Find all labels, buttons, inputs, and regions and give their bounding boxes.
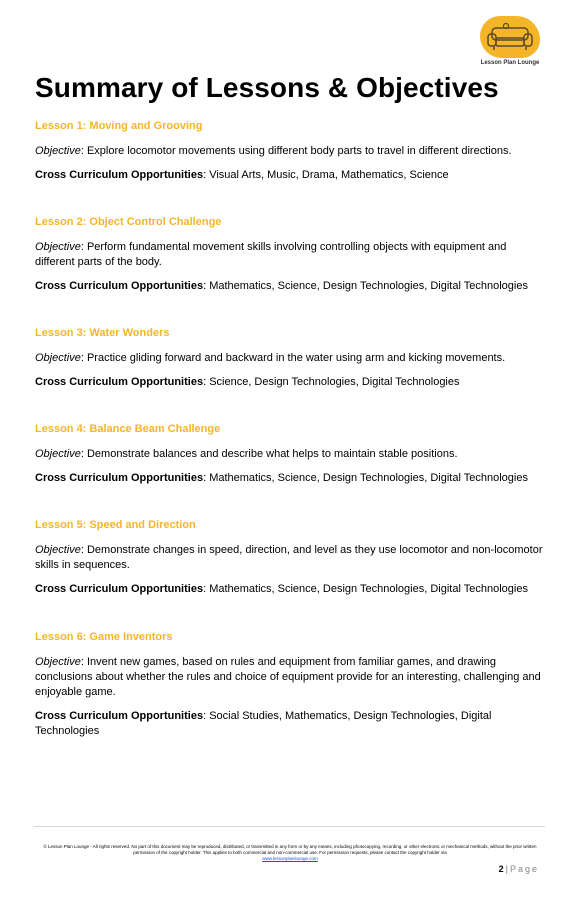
cc-text: : Mathematics, Science, Design Technologies, Digital Technologies [203, 472, 528, 484]
cc-label: Cross Curriculum Opportunities [35, 280, 204, 292]
objective-text: : Demonstrate changes in speed, direction, and level as they use locomotor and non-locomotor skills in sequences. [35, 544, 543, 571]
objective-label: Objective [35, 656, 81, 668]
cc-text: : Mathematics, Science, Design Technologies, Digital Technologies [203, 583, 528, 595]
objective-label: Objective [35, 544, 81, 556]
lesson-3 [35, 327, 545, 390]
objective-label: Objective [35, 352, 81, 364]
lesson-objective [35, 240, 545, 270]
lesson-cross-curriculum [35, 375, 545, 390]
lesson-5 [35, 519, 545, 597]
objective-label: Objective [35, 448, 81, 460]
lesson-title: Lesson 5: Speed and Direction [35, 519, 196, 531]
page-number-value: 2 [498, 864, 504, 874]
cc-label: Cross Curriculum Opportunities [35, 376, 204, 388]
lesson-title: Lesson 2: Object Control Challenge [35, 216, 222, 228]
page-word: Page [509, 864, 539, 874]
page-number [499, 864, 539, 874]
objective-text: : Demonstrate balances and describe what helps to maintain stable positions. [80, 448, 458, 460]
lesson-2 [35, 216, 545, 294]
footer-divider [33, 826, 545, 827]
lesson-4 [35, 423, 545, 486]
cc-label: Cross Curriculum Opportunities [35, 583, 204, 595]
footer-copyright [40, 844, 540, 862]
lesson-objective [35, 543, 545, 573]
lesson-cross-curriculum [35, 168, 545, 183]
objective-text: : Explore locomotor movements using different body parts to travel in different directions. [80, 145, 512, 157]
copyright-text: © Lesson Plan Lounge - All rights reserved. No part of this document may be reproduced, distributed, or transmitted in any form or by any means, including photocopying, recording, or other electronic or mechanical methods, without the prior written permission of the copyright holder. This applies to both commercial and non-commercial use. For permission requests, please contact the copyright holder via [43, 844, 537, 855]
lesson-cross-curriculum [35, 709, 545, 739]
cc-label: Cross Curriculum Opportunities [35, 472, 204, 484]
objective-label: Objective [35, 241, 81, 253]
objective-text: : Practice gliding forward and backward in the water using arm and kicking movements. [80, 352, 506, 364]
footer-link[interactable]: www.lessonplanlounge.com [262, 856, 318, 861]
lesson-cross-curriculum [35, 471, 545, 486]
logo-badge [480, 16, 540, 58]
lesson-objective [35, 447, 545, 462]
lesson-title: Lesson 6: Game Inventors [35, 631, 173, 643]
page-separator: | [505, 864, 508, 874]
lesson-title: Lesson 4: Balance Beam Challenge [35, 423, 221, 435]
lesson-cross-curriculum [35, 582, 545, 597]
cc-text: : Mathematics, Science, Design Technologies, Digital Technologies [203, 280, 528, 292]
sofa-icon [486, 22, 534, 52]
cc-label: Cross Curriculum Opportunities [35, 169, 204, 181]
cc-text: : Social Studies, Mathematics, Design Technologies, Digital Technologies [35, 710, 492, 737]
logo-text: Lesson Plan Lounge [480, 60, 540, 66]
page-title: Summary of Lessons & Objectives [35, 72, 499, 103]
objective-text: : Perform fundamental movement skills involving controlling objects with equipment and different parts of the body. [35, 241, 507, 268]
objective-label: Objective [35, 145, 81, 157]
lesson-objective [35, 144, 545, 159]
cc-text: : Visual Arts, Music, Drama, Mathematics, Science [203, 169, 449, 181]
lesson-cross-curriculum [35, 279, 545, 294]
lesson-title: Lesson 3: Water Wonders [35, 327, 170, 339]
lesson-objective [35, 655, 545, 700]
objective-text: : Invent new games, based on rules and equipment from familiar games, and drawing conclusions about whether the rules and choice of equipment provide for an interesting, challenging and enjoyable game. [35, 656, 541, 698]
lesson-1 [35, 120, 545, 183]
lesson-objective [35, 351, 545, 366]
lesson-title: Lesson 1: Moving and Grooving [35, 120, 203, 132]
cc-text: : Science, Design Technologies, Digital Technologies [203, 376, 460, 388]
lesson-6 [35, 631, 545, 739]
logo [476, 16, 544, 68]
cc-label: Cross Curriculum Opportunities [35, 710, 204, 722]
